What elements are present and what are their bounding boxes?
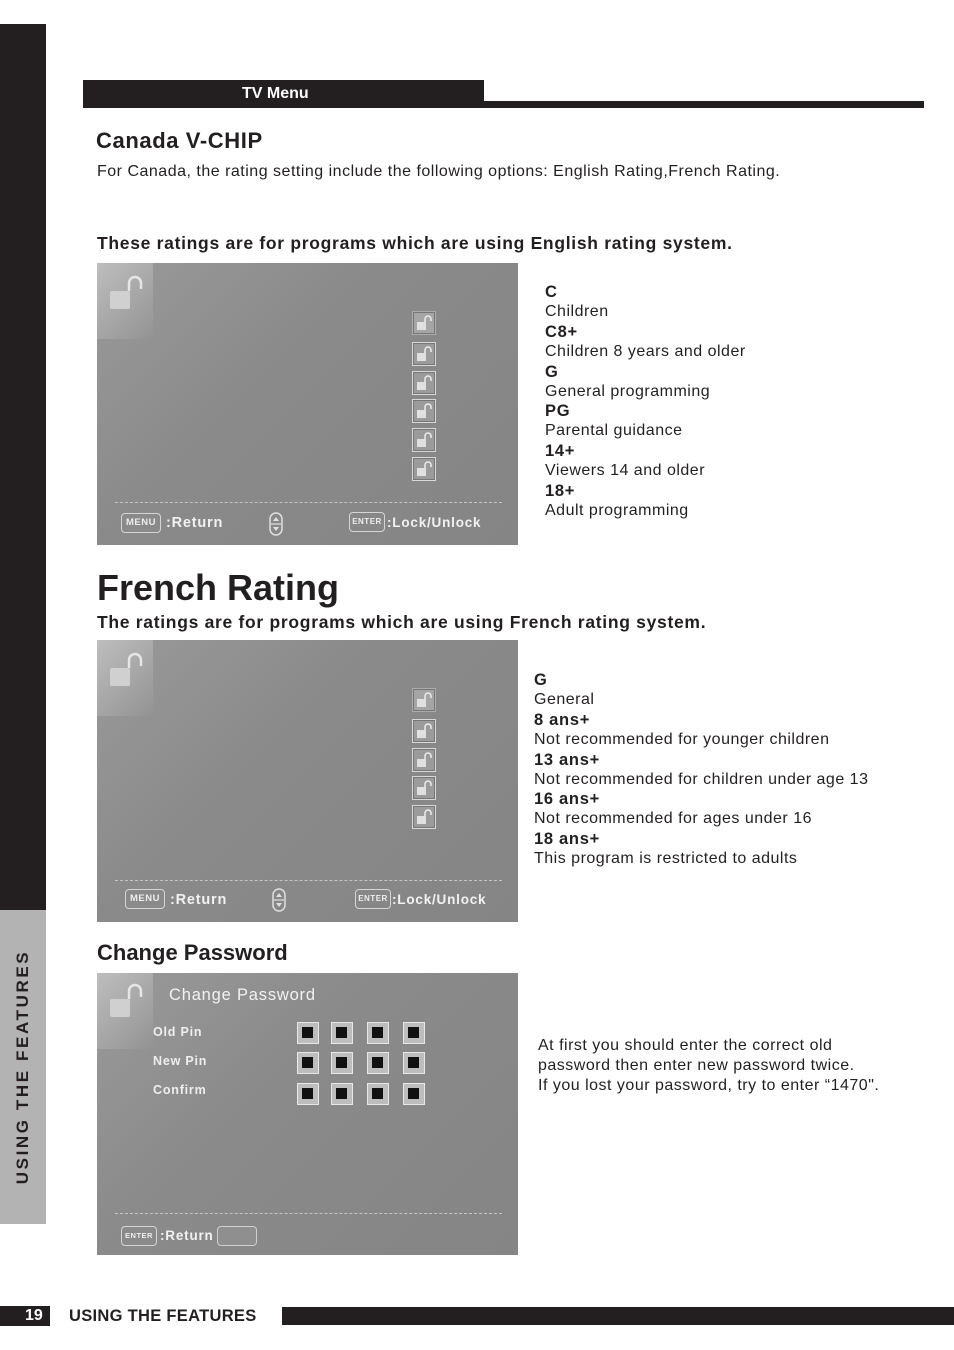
rating-code: PG [545,402,571,420]
canada-intro: For Canada, the rating setting include the following options: English Rating,French Rating. [97,163,781,180]
up-down-arrows-icon [272,888,286,912]
french-title: French Rating [97,567,340,608]
password-instruction-line: If you lost your password, try to enter “1470". [538,1077,880,1094]
confirm-pin-digit[interactable] [297,1083,319,1105]
confirm-pin-label: Confirm [153,1083,207,1097]
old-pin-label: Old Pin [153,1025,203,1039]
lock-open-icon [414,721,434,741]
new-pin-label: New Pin [153,1054,208,1068]
french-rating-screen [97,640,518,922]
rating-lock-g[interactable] [412,371,436,395]
confirm-pin-digit[interactable] [403,1083,425,1105]
screen-divider [115,1213,502,1214]
rating-lock-14[interactable] [412,428,436,452]
rating-desc: General [534,691,595,708]
rating-desc: Not recommended for younger children [534,731,830,748]
enter-key[interactable]: ENTER [349,512,385,532]
new-pin-digit[interactable] [331,1052,353,1074]
sidebar-section-label: USING THE FEATURES [13,949,32,1185]
rating-desc: Adult programming [545,502,689,519]
lock-open-icon [107,273,147,313]
lock-open-icon [414,344,434,364]
lock-open-icon [414,401,434,421]
blank-key[interactable] [217,1226,257,1246]
lock-open-icon [414,373,434,393]
screen-title: Change Password [169,986,316,1004]
old-pin-digit[interactable] [403,1022,425,1044]
footer-title: USING THE FEATURES [69,1307,257,1325]
screen-divider [115,880,502,881]
password-instruction-line: At first you should enter the correct old [538,1037,833,1054]
rating-code: G [545,363,559,381]
lock-open-icon [414,459,434,479]
rating-desc: Children 8 years and older [545,343,746,360]
screen-divider [115,502,502,503]
old-pin-digit[interactable] [331,1022,353,1044]
rating-lock-16ans[interactable] [412,776,436,800]
lock-open-icon [107,650,147,690]
rating-code: G [534,671,548,689]
rating-code: C [545,283,558,301]
new-pin-digit[interactable] [367,1052,389,1074]
rating-lock-18[interactable] [412,457,436,481]
lock-open-icon [414,430,434,450]
return-label: :Return [166,515,224,531]
english-heading: These ratings are for programs which are using English rating system. [97,233,733,253]
rating-code: 18 ans+ [534,830,600,848]
old-pin-digit[interactable] [297,1022,319,1044]
rating-desc: Viewers 14 and older [545,462,706,479]
header-tab: TV Menu [83,80,484,108]
confirm-pin-digit[interactable] [367,1083,389,1105]
canada-title: Canada V-CHIP [96,128,263,153]
enter-key[interactable]: ENTER [121,1226,157,1246]
rating-code: 18+ [545,482,576,500]
return-label: :Return [160,1228,214,1243]
change-password-screen [97,973,518,1255]
page-number: 19 [25,1307,43,1324]
rating-lock-8ans[interactable] [412,719,436,743]
up-down-arrows-icon [269,512,283,536]
rating-desc: Not recommended for ages under 16 [534,810,812,827]
sidebar-dark-band [0,24,46,910]
rating-desc: Not recommended for children under age 13 [534,771,869,788]
french-heading: The ratings are for programs which are using French rating system. [97,612,707,632]
rating-code: 16 ans+ [534,790,600,808]
lock-open-icon [414,807,434,827]
lock-open-icon [414,778,434,798]
lock-open-icon [414,690,434,710]
password-instruction-line: password then enter new password twice. [538,1057,855,1074]
rating-desc: Parental guidance [545,422,683,439]
header-rule [484,101,924,108]
lock-open-icon [107,981,147,1021]
rating-lock-13ans[interactable] [412,748,436,772]
rating-lock-g[interactable] [412,688,436,712]
password-title: Change Password [97,940,288,965]
lock-unlock-label: :Lock/Unlock [392,892,487,907]
english-rating-screen [97,263,518,545]
rating-code: 8 ans+ [534,711,591,729]
old-pin-digit[interactable] [367,1022,389,1044]
new-pin-digit[interactable] [297,1052,319,1074]
rating-desc: General programming [545,383,711,400]
return-label: :Return [170,892,228,908]
rating-code: C8+ [545,323,578,341]
rating-lock-c8[interactable] [412,342,436,366]
new-pin-digit[interactable] [403,1052,425,1074]
rating-lock-pg[interactable] [412,399,436,423]
confirm-pin-digit[interactable] [331,1083,353,1105]
page-number-block [0,1306,50,1326]
enter-key[interactable]: ENTER [355,889,391,909]
rating-desc: This program is restricted to adults [534,850,798,867]
rating-code: 14+ [545,442,576,460]
menu-key[interactable]: MENU [121,513,161,533]
rating-desc: Children [545,303,609,320]
rating-lock-18ans[interactable] [412,805,436,829]
rating-lock-c[interactable] [412,311,436,335]
lock-open-icon [414,313,434,333]
footer-bar [282,1307,954,1325]
lock-unlock-label: :Lock/Unlock [387,515,482,530]
rating-code: 13 ans+ [534,751,600,769]
menu-key[interactable]: MENU [125,889,165,909]
lock-open-icon [414,750,434,770]
